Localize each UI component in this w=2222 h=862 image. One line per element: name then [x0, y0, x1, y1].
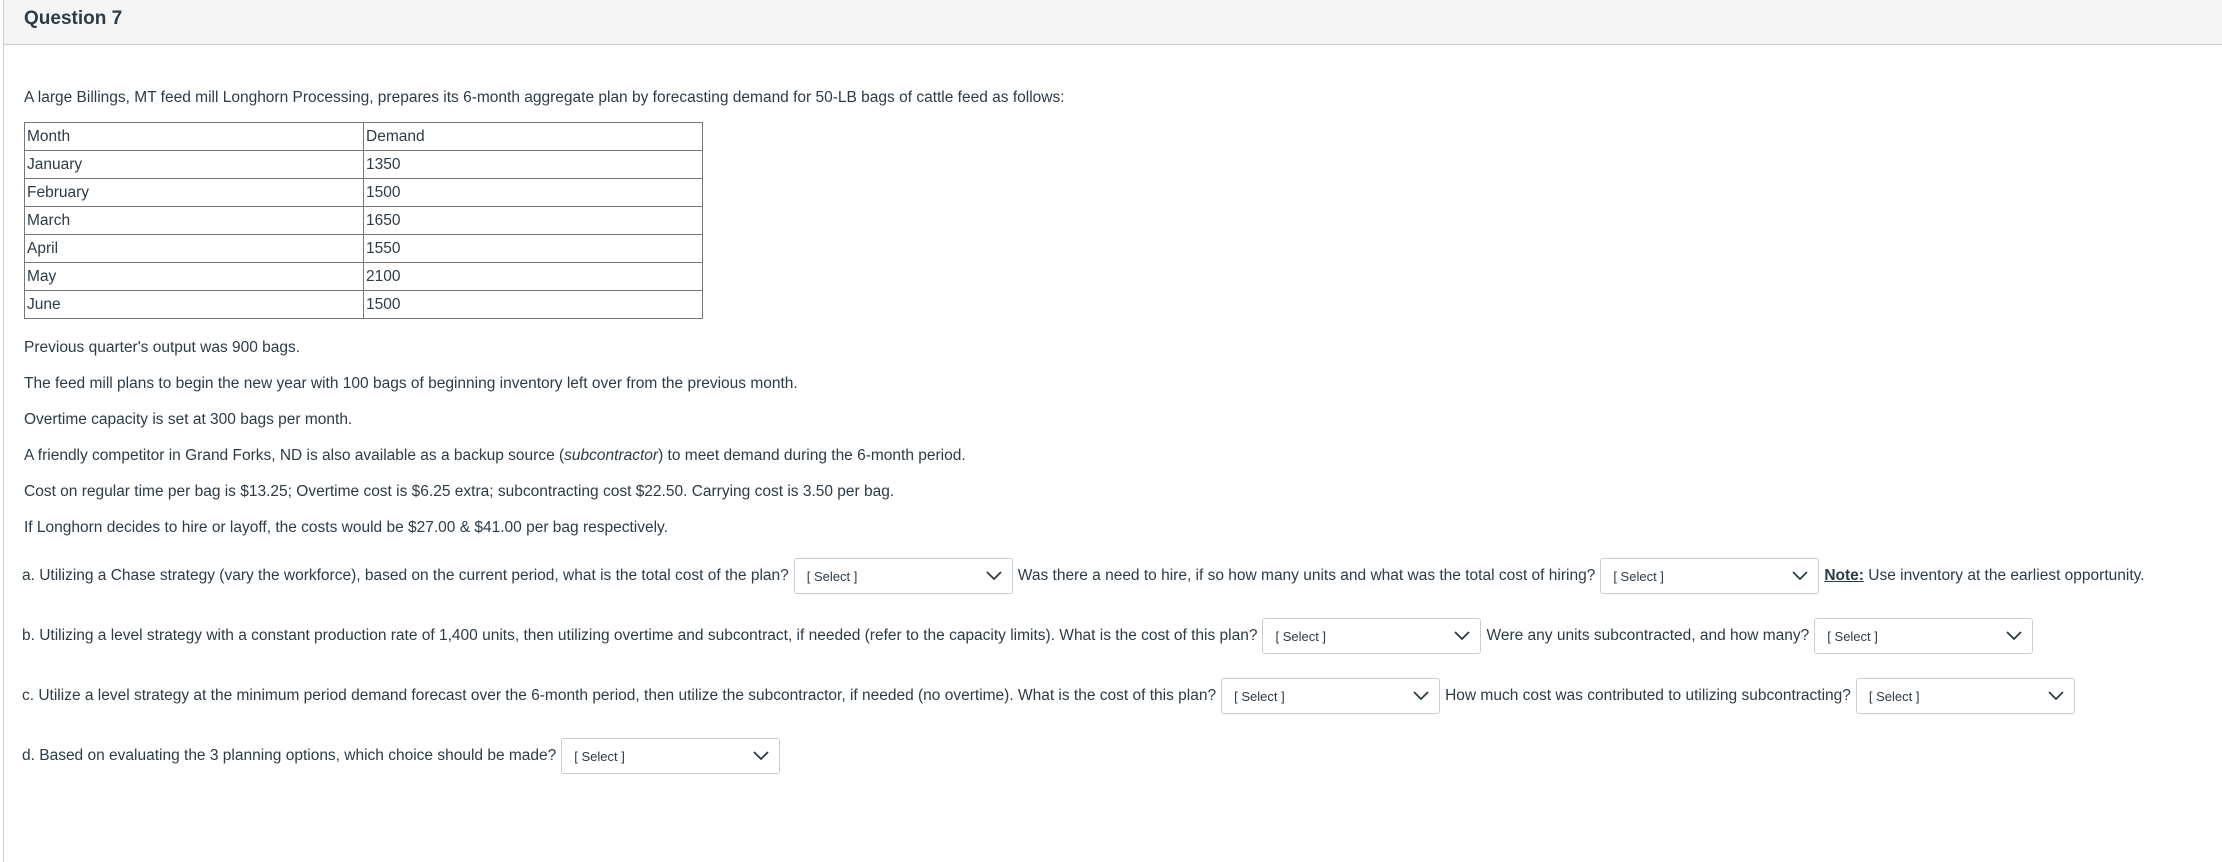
competitor-text-end: ) to meet demand during the 6-month period. [658, 447, 966, 464]
part-a [22, 556, 2145, 596]
table-row [25, 235, 703, 263]
table-cell-demand: 2100 [364, 263, 703, 291]
beginning-inventory-text: The feed mill plans to begin the new year with 100 bags of beginning inventory left over from the previous month. [24, 375, 798, 392]
table-row [25, 291, 703, 319]
table-row [25, 179, 703, 207]
part-c-subcontract-select[interactable] [1856, 678, 2075, 714]
part-d [22, 736, 785, 776]
table-cell-month: April [25, 235, 364, 263]
table-cell-month: May [25, 263, 364, 291]
table-row [25, 263, 703, 291]
chevron-down-icon [2046, 686, 2066, 706]
part-c-cost-select[interactable] [1221, 678, 1440, 714]
previous-output-text: Previous quarter's output was 900 bags. [24, 339, 301, 356]
table-cell-month: June [25, 291, 364, 319]
part-b-subcontract-select[interactable] [1814, 618, 2033, 654]
part-a-hire-select[interactable] [1600, 558, 1819, 594]
table-cell-demand: 1550 [364, 235, 703, 263]
select-value: [ Select ] [1827, 628, 1878, 644]
subcontractor-term: subcontractor [564, 447, 659, 464]
select-value: [ Select ] [1613, 568, 1664, 584]
part-a-cost-select[interactable] [794, 558, 1013, 594]
part-a-note [1824, 567, 2144, 585]
chevron-down-icon [751, 746, 771, 766]
part-c-subcontract-question: How much cost was contributed to utilizing subcontracting? [1445, 687, 1851, 704]
table-cell-month: February [25, 179, 364, 207]
hire-layoff-text: If Longhorn decides to hire or layoff, the costs would be $27.00 & $41.00 per bag respectively. [24, 519, 668, 536]
table-header-row [25, 123, 703, 151]
part-b [22, 616, 2038, 656]
costs-text: Cost on regular time per bag is $13.25; Overtime cost is $6.25 extra; subcontracting cost $22.50. Carrying cost is 3.50 per bag. [24, 483, 895, 500]
select-value: [ Select ] [574, 748, 625, 764]
chevron-down-icon [1790, 566, 1810, 586]
demand-table [24, 122, 703, 319]
part-c-question: c. Utilize a level strategy at the minimum period demand forecast over the 6-month period, then utilize the subcontractor, if needed (no overtime). What is the cost of this plan? [22, 687, 1217, 704]
table-cell-demand: 1500 [364, 179, 703, 207]
part-b-cost-select[interactable] [1262, 618, 1481, 654]
note-label: Note: [1824, 567, 1864, 584]
overtime-capacity-text: Overtime capacity is set at 300 bags per month. [24, 411, 353, 428]
table-cell-month: January [25, 151, 364, 179]
table-cell-demand: 1500 [364, 291, 703, 319]
chevron-down-icon [1452, 626, 1472, 646]
table-cell-demand: 1350 [364, 151, 703, 179]
table-row [25, 151, 703, 179]
note-text: Use inventory at the earliest opportunity. [1868, 567, 2145, 584]
part-d-choice-select[interactable] [561, 738, 780, 774]
question-body [22, 88, 2222, 764]
select-value: [ Select ] [1234, 688, 1285, 704]
part-d-question: d. Based on evaluating the 3 planning options, which choice should be made? [22, 747, 557, 764]
select-value: [ Select ] [1275, 628, 1327, 644]
part-c [22, 676, 2080, 716]
table-cell-month: March [25, 207, 364, 235]
select-value: [ Select ] [806, 568, 858, 584]
chevron-down-icon [984, 566, 1004, 586]
table-header-cell: Month [25, 123, 364, 151]
table-cell-demand: 1650 [364, 207, 703, 235]
intro-text: A large Billings, MT feed mill Longhorn Processing, prepares its 6-month aggregate plan by forecasting demand for 50-LB bags of cattle feed as follows: [24, 89, 1065, 106]
select-value: [ Select ] [1868, 688, 1920, 704]
part-b-subcontract-question: Were any units subcontracted, and how many? [1486, 627, 1810, 644]
competitor-text-start: A friendly competitor in Grand Forks, ND is also available as a backup source ( [24, 447, 565, 464]
question-header [4, 0, 2222, 45]
competitor-text [24, 446, 966, 466]
part-b-question: b. Utilizing a level strategy with a constant production rate of 1,400 units, then utilizing overtime and subcontract, if needed (refer to the capacity limits). What is the cost of this plan? [22, 627, 1258, 644]
table-row [25, 207, 703, 235]
table-header-cell: Demand [364, 123, 703, 151]
part-a-question: a. Utilizing a Chase strategy (vary the workforce), based on the current period, what is the total cost of the plan? [22, 567, 789, 584]
question-panel [3, 0, 2222, 862]
chevron-down-icon [2004, 626, 2024, 646]
question-title: Question 7 [24, 8, 123, 29]
chevron-down-icon [1411, 686, 1431, 706]
part-a-hire-question: Was there a need to hire, if so how many units and what was the total cost of hiring? [1017, 567, 1596, 584]
